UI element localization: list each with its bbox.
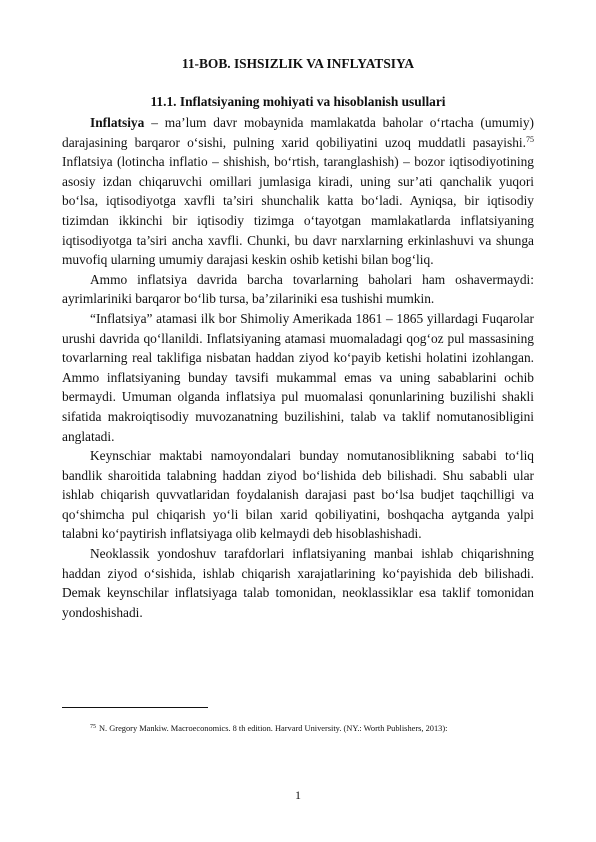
- footnote-text: N. Gregory Mankiw. Macroeconomics. 8 th edition. Harvard University. (NY.: Worth Publishers, 2013):: [99, 724, 448, 733]
- term-bold: Inflatsiya: [90, 115, 145, 130]
- footnote-ref[interactable]: 75: [526, 134, 534, 144]
- footnote-marker: 75: [90, 724, 96, 730]
- paragraph: Ammo inflatsiya davrida barcha tovarlarning baholari ham oshavermaydi: ayrimlariniki barqaror bo‘lib tursa, ba’zilariniki esa tushishi mumkin.: [62, 271, 534, 307]
- body-text: [62, 113, 534, 622]
- footnote: [62, 723, 534, 734]
- footnote-divider: [62, 707, 208, 708]
- section-title: 11.1. Inflatsiyaning mohiyati va hisoblanish usullari: [150, 94, 446, 109]
- paragraph: Neoklassik yondoshuv tarafdorlari inflatsiyaning manbai ishlab chiqarishning haddan ziyod o‘sishida, ishlab chiqarish xarajatlarining ko‘payishida deb bilishadi. Demak keynschilar inflatsiyaga talab tomonidan, neoklassiklar esa taklif tomonidan yondoshishadi.: [62, 546, 534, 620]
- page-number: 1: [295, 788, 301, 802]
- paragraph: Keynschiar maktabi namoyondalari bunday nomutanosiblikning sababi to‘liq bandlik sharoitida talabning haddan ziyod bo‘lishida deb bilishadi. Shu sababli ular ishlab chiqarish quvvatlaridan foydalanish darajasi past bo‘lsa budjet taqchilligi va qo‘shimcha pul chiqarish yo‘li bilan xarid qobiliyatini, boshqacha aytganda yalpi talabni ko‘paytirish inflatsiyaga olib kelmaydi deb hisoblashishadi.: [62, 448, 534, 542]
- chapter-title: 11-BOB. ISHSIZLIK VA INFLYATSIYA: [181, 56, 415, 71]
- paragraph-text: – ma’lum davr mobaynida mamlakatda baholar o‘rtacha (umumiy) darajasining barqaror o‘sishi, pulning xarid qobiliyatini uzoq muddatli pasayishi.: [62, 115, 534, 150]
- paragraph: “Inflatsiya” atamasi ilk bor Shimoliy Amerikada 1861 – 1865 yillardagi Fuqarolar urushi davrida qo‘llanildi. Inflatsiyaning atamasi muomaladagi qog‘oz pul massasining tovarlarning real taklifiga nisbatan haddan ziyod ko‘payib ketishi holatini izohlangan. Ammo inflatsiyaning bunday tavsifi mukammal emas va uning sabablarini ochib bermaydi. Umuman olganda inflatsiya pul muomalasi qonunlarining buzilishi shakli sifatida makroiqtisodiy muvozanatning buzilishini, talab va taklif nomutanosibligini anglatadi.: [62, 310, 534, 444]
- paragraph-text: Inflatsiya (lotincha inflatio – shishish, bo‘rtish, taranglashish) – bozor iqtisodiyotining asosiy izdan chiqaruvchi omillari jumlasiga kiradi, uning sur’ati qanchalik yuqori bo‘lsa, iqtisodiyotga xavfli ta’siri shunchalik katta bo‘ladi. Ayniqsa, bir iqtisodiy tizimdan ikkinchi bir iqtisodiy tizimga o‘tayotgan mamlakatlarda inflatsiyaning iqtisodiyotga ta’siri ancha xavfli. Chunki, bu davr narxlarning erkinlashuvi va shunga muvofiq ularning umumiy darajasi keskin oshib ketishi bilan bog‘liq.: [62, 154, 534, 268]
- paragraph: [62, 113, 534, 270]
